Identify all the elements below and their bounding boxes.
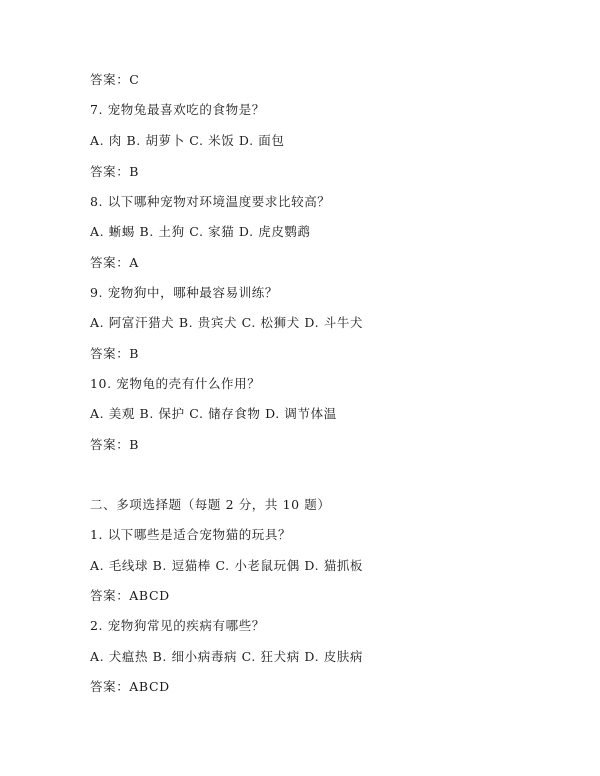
- answer-6: 答案：C: [90, 72, 140, 87]
- section-heading-multi: 二、多项选择题（每题 2 分，共 10 题）: [90, 497, 331, 512]
- question-8: 8. 以下哪种宠物对环境温度要求比较高？: [90, 194, 331, 209]
- answer-m1: 答案：ABCD: [90, 588, 170, 603]
- question-10: 10. 宠物龟的壳有什么作用？: [90, 376, 261, 391]
- question-9: 9. 宠物狗中，哪种最容易训练？: [90, 285, 279, 300]
- options-m1: A. 毛线球 B. 逗猫棒 C. 小老鼠玩偶 D. 猫抓板: [90, 558, 364, 573]
- options-8: A. 蜥蜴 B. 土狗 C. 家猫 D. 虎皮鹦鹉: [90, 224, 311, 239]
- question-7: 7. 宠物兔最喜欢吃的食物是？: [90, 102, 265, 117]
- answer-7: 答案：B: [90, 164, 140, 179]
- answer-m2: 答案：ABCD: [90, 679, 170, 694]
- options-m2: A. 犬瘟热 B. 细小病毒病 C. 狂犬病 D. 皮肤病: [90, 649, 364, 664]
- answer-10: 答案：B: [90, 437, 140, 452]
- options-10: A. 美观 B. 保护 C. 储存食物 D. 调节体温: [90, 406, 337, 421]
- answer-9: 答案：B: [90, 346, 140, 361]
- answer-8: 答案：A: [90, 255, 139, 270]
- question-m1: 1. 以下哪些是适合宠物猫的玩具？: [90, 527, 292, 542]
- question-m2: 2. 宠物狗常见的疾病有哪些？: [90, 618, 265, 633]
- options-7: A. 肉 B. 胡萝卜 C. 米饭 D. 面包: [90, 133, 285, 148]
- options-9: A. 阿富汗猎犬 B. 贵宾犬 C. 松狮犬 D. 斗牛犬: [90, 315, 364, 330]
